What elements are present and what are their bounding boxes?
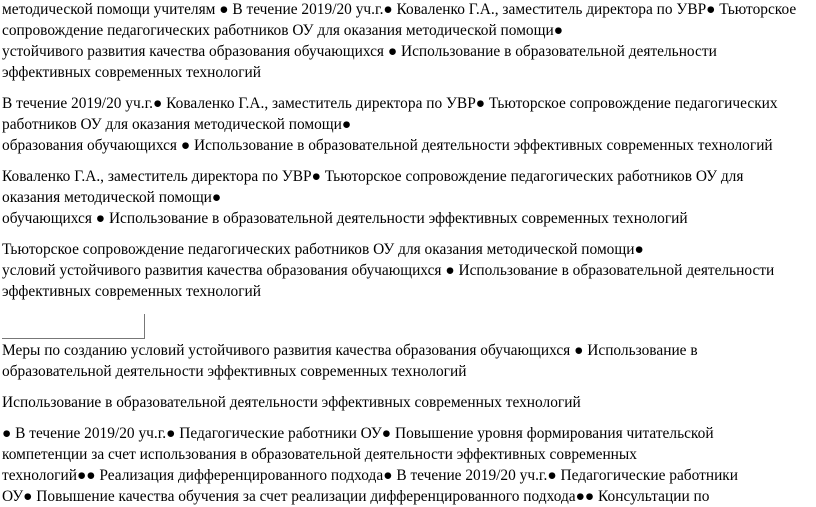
paragraph-2 — [2, 93, 812, 156]
paragraph-5-line-1: Меры по созданию условий устойчивого развития качества образования обучающихся ● Использование в — [2, 342, 698, 359]
paragraph-7-line-4: ОУ● Повышение качества обучения за счет реализации дифференцированного подхода●● Консультации по — [2, 488, 710, 505]
paragraph-2-line-2: работников ОУ для оказания методической помощи● — [2, 116, 352, 133]
paragraph-6 — [2, 392, 812, 413]
paragraph-1-line-3: устойчивого развития качества образования обучающихся ● Использование в образовательной деятельности — [2, 43, 717, 60]
paragraph-5 — [2, 340, 812, 382]
paragraph-7 — [2, 423, 812, 507]
paragraph-6-line-1: Использование в образовательной деятельности эффективных современных технологий — [2, 394, 581, 411]
paragraph-2-line-3: образования обучающихся ● Использование в образовательной деятельности эффективных современных технологий — [2, 137, 773, 154]
paragraph-4-line-3: эффективных современных технологий — [2, 283, 262, 300]
paragraph-4-line-1: Тьюторское сопровождение педагогических работников ОУ для оказания методической помощи● — [2, 241, 644, 258]
paragraph-3-line-2: оказания методической помощи● — [2, 189, 222, 206]
paragraph-2-line-1: В течение 2019/20 уч.г.● Коваленко Г.А., заместитель директора по УВР● Тьюторское сопровождение педагогических — [2, 95, 778, 112]
paragraph-4 — [2, 239, 812, 302]
paragraph-1-line-2: сопровождение педагогических работников ОУ для оказания методической помощи● — [2, 22, 564, 39]
paragraph-3-line-1: Коваленко Г.А., заместитель директора по УВР● Тьюторское сопровождение педагогических работников ОУ для — [2, 168, 744, 185]
paragraph-4-line-2: условий устойчивого развития качества образования обучающихся ● Использование в образовательной деятельности — [2, 262, 775, 279]
paragraph-1 — [2, 0, 812, 83]
paragraph-7-line-1: ● В течение 2019/20 уч.г.● Педагогические работники ОУ● Повышение уровня формирования читательской — [2, 425, 714, 442]
paragraph-7-line-2: компетенции за счет использования в образовательной деятельности эффективных современных — [2, 446, 637, 463]
paragraph-1-line-4: эффективных современных технологий — [2, 64, 262, 81]
paragraph-7-line-3: технологий●● Реализация дифференцированного подхода● В течение 2019/20 уч.г.● Педагогические работники — [2, 467, 739, 484]
paragraph-5-line-2: образовательной деятельности эффективных современных технологий — [2, 363, 467, 380]
paragraph-1-line-1: методической помощи учителям ● В течение 2019/20 уч.г.● Коваленко Г.А., заместитель директора по УВР● Тьюторское — [2, 1, 797, 18]
paragraph-3-line-3: обучающихся ● Использование в образовательной деятельности эффективных современных технологий — [2, 210, 688, 227]
horizontal-rule-box — [2, 314, 145, 339]
paragraph-3 — [2, 166, 812, 229]
